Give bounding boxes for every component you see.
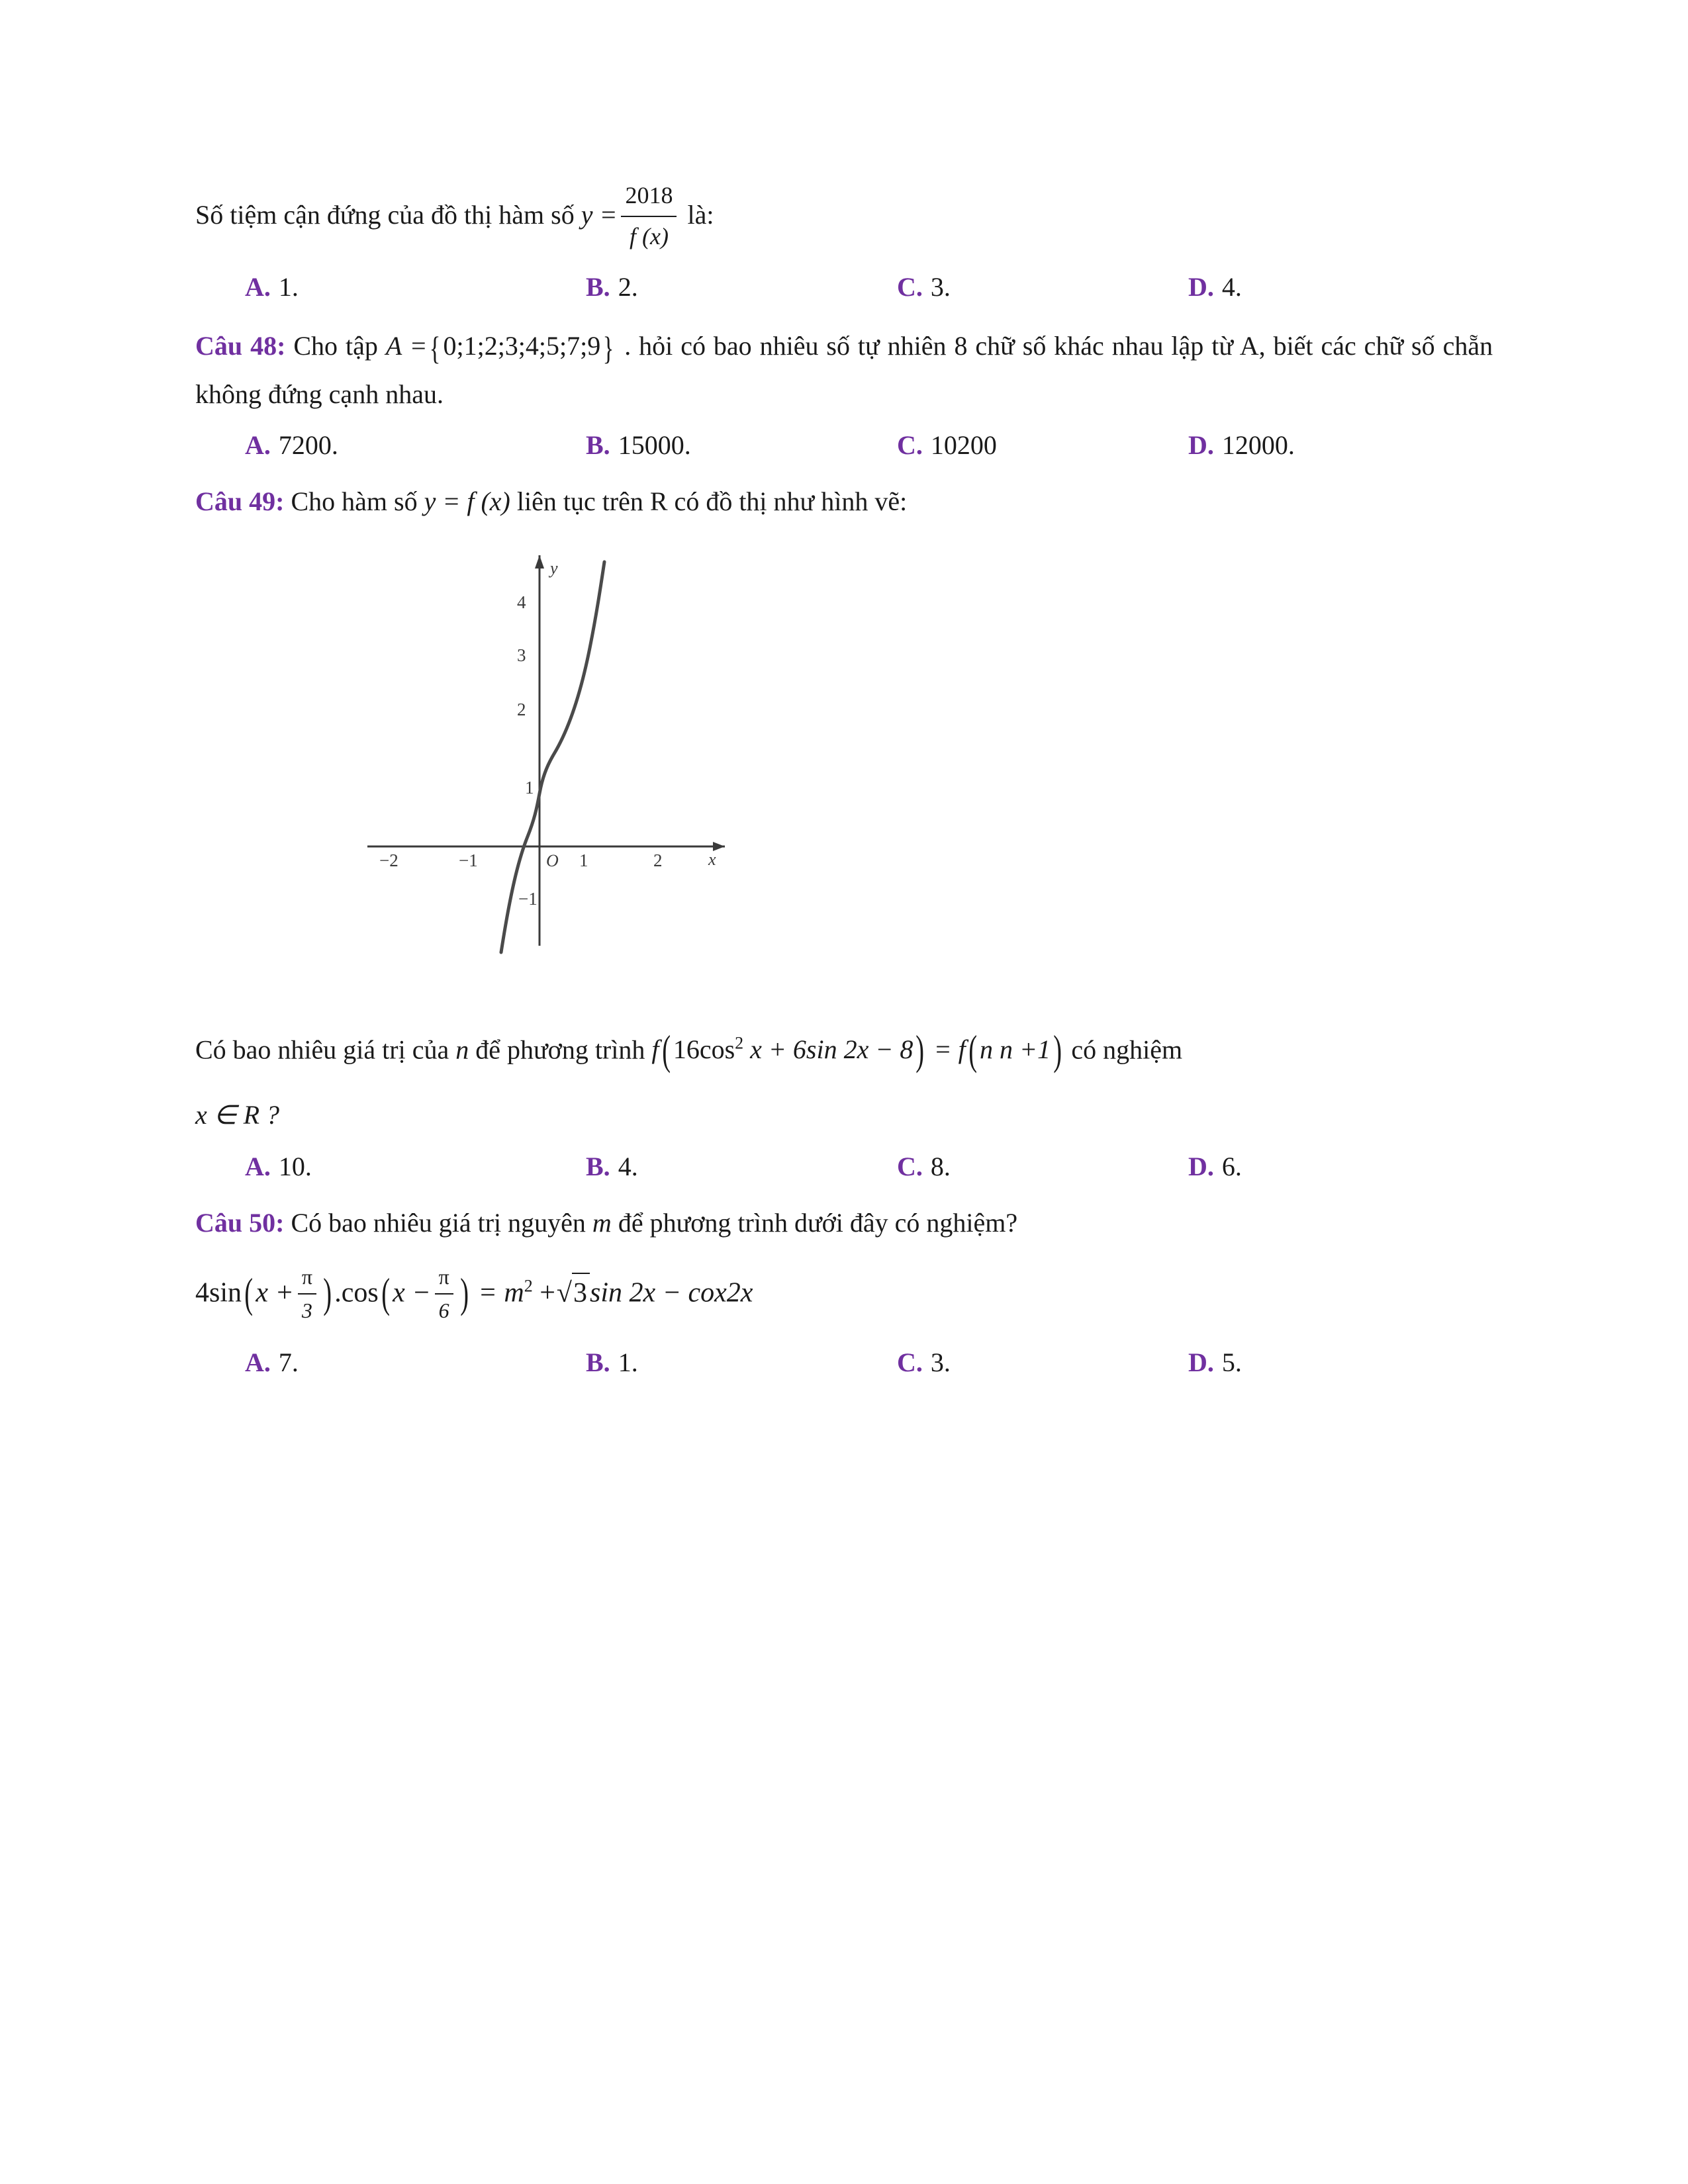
eq50-frac2-den: 6 [438,1298,449,1323]
eq50-fraction-2 [435,1262,453,1326]
brace-close: } [602,329,614,367]
eq50-paren-open-2: ( [381,1269,390,1317]
question-49-followup [195,1019,1493,1086]
eq50-rhs-tail: sin 2x − cox2x [589,1277,753,1308]
x-tick-neg2: −2 [379,850,399,871]
followup-middle: để phương trình [475,1034,645,1065]
eq50-paren-close-2: ) [459,1269,469,1317]
option-b-label: B. [586,1152,610,1182]
question-50-text-2: để phương trình dưới đây có nghiệm? [618,1208,1018,1238]
question-48-text-2: . hỏi có bao nhiêu số tự nhiên 8 chữ số khác nhau lập từ A, biết các chữ số chẵn không đứng cạnh nhau. [195,330,1493,410]
eq50-paren-close-1: ) [323,1269,332,1317]
question-49-label: Câu 49: [195,486,285,517]
set-name: A = [385,330,428,361]
option-d-text: 5. [1221,1347,1242,1378]
question-50-var-m: m [592,1208,612,1238]
option-b-text: 4. [618,1152,638,1182]
option-a-text: 1. [278,271,299,302]
option-d-text: 12000. [1221,430,1295,461]
option-c-text: 3. [930,271,951,302]
question-48-label: Câu 48: [195,330,286,361]
option-c-text: 10200 [930,430,997,461]
option-a[interactable] [245,1344,586,1381]
option-c-label: C. [897,1347,923,1378]
eq50-frac1-den: 3 [301,1298,312,1323]
followup-var-n: n [455,1034,469,1065]
option-b[interactable] [586,1148,897,1185]
question-49-function: y = f (x) [424,486,510,517]
option-a-label: A. [245,271,271,302]
question-50-label: Câu 50: [195,1208,285,1238]
option-a-label: A. [245,430,271,461]
option-d-label: D. [1188,430,1214,461]
y-tick-neg1: −1 [518,889,538,909]
domain-text: x ∈ R ? [195,1100,280,1130]
eq50-arg1-var: x + [256,1277,294,1308]
question-48-set [385,329,624,367]
intro-text-after: là: [687,199,714,230]
eq50-sqrt: √3 [555,1273,590,1313]
eq50-rhs-eq: = m [478,1277,524,1308]
option-b-text: 1. [618,1347,638,1378]
option-d-label: D. [1188,1347,1214,1378]
option-c-text: 8. [930,1152,951,1182]
question-48-text-1: Cho tập [293,330,378,361]
origin-label: O [546,851,559,871]
answer-row-49 [245,1148,1383,1185]
fraction-denominator: f (x) [629,222,669,250]
question-49-text-1: Cho hàm số [291,486,418,517]
option-a-label: A. [245,1152,271,1182]
paren-open-1: ( [661,1026,671,1074]
eq50-frac2-num: π [435,1262,453,1295]
paren-close-2: ) [1053,1026,1062,1074]
figure-graph-cau49 [195,535,1493,999]
option-d[interactable] [1188,1344,1383,1381]
option-a[interactable] [245,269,586,306]
eq50-rhs-exponent: 2 [524,1276,533,1296]
y-tick-1: 1 [525,778,534,798]
x-tick-1: 1 [579,850,588,871]
option-d[interactable] [1188,1148,1383,1185]
followup-before: Có bao nhiêu giá trị của [195,1034,449,1065]
eq50-arg2-var: x − [393,1277,431,1308]
y-tick-3: 3 [517,645,526,666]
question-50-equation [195,1263,1493,1327]
option-c[interactable] [897,269,1188,306]
option-c-text: 3. [930,1347,951,1378]
document-content [195,179,1493,1398]
question-49-stem [195,481,1493,522]
option-c[interactable] [897,1344,1188,1381]
followup-equation [651,1026,1071,1074]
option-d-label: D. [1188,271,1214,302]
option-c[interactable] [897,427,1188,464]
x-tick-neg1: −1 [459,850,478,871]
eq50-fraction-1 [298,1262,316,1326]
question-50-text-1: Có bao nhiêu giá trị nguyên [291,1208,586,1238]
option-d[interactable] [1188,427,1383,464]
answer-row-50 [245,1344,1383,1381]
option-b[interactable] [586,269,897,306]
option-b-label: B. [586,430,610,461]
option-b-text: 15000. [618,430,691,461]
question-48-stem [195,323,1493,416]
eq-term-3: n n +1 [980,1034,1051,1065]
brace-open: { [430,329,441,367]
y-tick-2: 2 [517,700,526,720]
fraction-numerator: 2018 [621,177,677,217]
option-a-text: 7. [278,1347,299,1378]
option-d-label: D. [1188,1152,1214,1182]
paren-close-1: ) [915,1026,925,1074]
eq-exponent: 2 [735,1034,744,1054]
question-49-domain [195,1094,1493,1136]
x-tick-2: 2 [653,850,663,871]
paren-open-2: ( [968,1026,977,1074]
y-axis-label: y [550,559,558,578]
cubic-graph-svg [348,535,758,972]
followup-after: có nghiệm [1071,1034,1183,1065]
option-a[interactable] [245,1148,586,1185]
eq-term-1: 16cos [673,1034,735,1065]
option-b-label: B. [586,271,610,302]
eq50-frac1-num: π [298,1262,316,1295]
intro-formula [581,182,688,250]
option-d[interactable] [1188,269,1383,306]
option-a-text: 10. [278,1152,312,1182]
option-c-label: C. [897,271,923,302]
eq50-sqrt-radicand: 3 [572,1273,590,1313]
intro-fraction [621,177,677,255]
intro-text-before: Số tiệm cận đứng của đồ thị hàm số [195,199,575,230]
intro-line [195,179,1493,257]
option-b[interactable] [586,427,897,464]
cubic-curve [501,562,604,952]
option-a-label: A. [245,1347,271,1378]
f-symbol-left: f [651,1034,659,1065]
eq-equals: = f [933,1034,966,1065]
option-d-text: 6. [1221,1152,1242,1182]
option-d-text: 4. [1221,271,1242,302]
option-c-label: C. [897,1152,923,1182]
question-49-text-2: liên tục trên R có đồ thị như hình vẽ: [516,486,908,517]
eq-term-2: x + 6sin 2x − 8 [750,1034,914,1065]
eq50-paren-open-1: ( [244,1269,254,1317]
eq50-mid: .cos [334,1277,379,1308]
option-b-text: 2. [618,271,638,302]
option-c[interactable] [897,1148,1188,1185]
option-b-label: B. [586,1347,610,1378]
option-a-text: 7200. [278,430,338,461]
eq50-rhs-plus: + [539,1277,555,1308]
answer-row-48 [245,427,1383,464]
y-tick-4: 4 [517,592,526,613]
option-b[interactable] [586,1344,897,1381]
option-c-label: C. [897,430,923,461]
eq50-lead: 4sin [195,1277,242,1308]
intro-formula-y: y = [581,199,618,230]
question-50-stem [195,1203,1493,1244]
x-axis-label: x [708,850,716,870]
option-a[interactable] [245,427,586,464]
set-values: 0;1;2;3;4;5;7;9 [443,330,601,361]
answer-row-intro [245,269,1383,306]
y-axis-arrow [535,555,544,569]
